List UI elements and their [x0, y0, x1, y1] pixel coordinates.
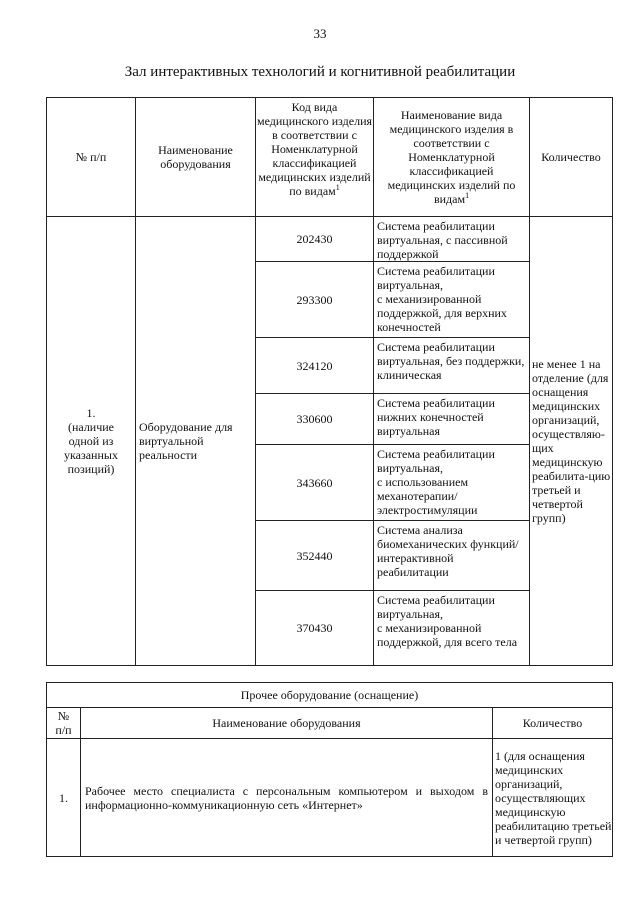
item-code: 352440 [256, 521, 374, 591]
item-name: Система реабилитации нижних конечностей виртуальная [374, 394, 530, 445]
item-code: 343660 [256, 445, 374, 521]
other-equipment-title: Прочее оборудование (оснащение) [47, 683, 613, 708]
quantity: не менее 1 на отделение (для оснащения медицинских организаций, осуществляю-щих медицинскую реабилита-цию третьей и четвертой групп) [530, 217, 613, 666]
item-code: 293300 [256, 262, 374, 338]
header-qty: Количество [493, 708, 613, 739]
item-name: Система реабилитации виртуальная, с использованием механотерапии/ электростимуляции [374, 445, 530, 521]
page-number: 33 [313, 26, 327, 41]
row-quantity: 1 (для оснащения медицинских организаций, осуществляющих медицинскую реабилитацию третьей и четвертой групп) [493, 739, 613, 857]
header-name-text: Наименование вида медицинского изделия в соответствии с Номенклатурной классификацией медицинских изделий по видам [387, 108, 516, 206]
equipment-name: Оборудование для виртуальной реальности [136, 217, 256, 666]
item-name: Система анализа биомеханических функций/интерактивной реабилитации [374, 521, 530, 591]
item-code: 330600 [256, 394, 374, 445]
header-name [374, 98, 530, 217]
table-header-row [47, 708, 613, 739]
section-title: Зал интерактивных технологий и когнитивной реабилитации [124, 64, 516, 80]
item-name: Система реабилитации виртуальная, с механизированной поддержкой, для всего тела [374, 591, 530, 666]
header-code-text: Код вида медицинского изделия в соответствии с Номенклатурной классификацией медицинских изделий по видам [256, 100, 373, 198]
row-name: Рабочее место специалиста с персональным компьютером и выходом в информационно-коммуникационную сеть «Интернет» [81, 739, 493, 857]
header-num: № п/п [47, 98, 136, 217]
header-equipment: Наименование оборудования [136, 98, 256, 217]
table-row [47, 217, 613, 262]
item-name: Система реабилитации виртуальная, с механизированной поддержкой, для верхних конечностей [374, 262, 530, 338]
row-number: 1. (наличие одной из указанных позиций) [47, 217, 136, 666]
table-header-row [47, 98, 613, 217]
header-code [256, 98, 374, 217]
header-code-footnote: 1 [335, 183, 340, 192]
header-num: № п/п [47, 708, 81, 739]
row-number: 1. [47, 739, 81, 857]
header-qty: Количество [530, 98, 613, 217]
item-name: Система реабилитации виртуальная, без поддержки, клиническая [374, 338, 530, 394]
item-name: Система реабилитации виртуальная, с пассивной поддержкой [374, 217, 530, 262]
header-name-footnote: 1 [465, 191, 470, 200]
table-row [47, 739, 613, 857]
item-code: 324120 [256, 338, 374, 394]
item-code: 370430 [256, 591, 374, 666]
other-equipment-table [46, 682, 613, 857]
table-title-row [47, 683, 613, 708]
item-code: 202430 [256, 217, 374, 262]
header-name: Наименование оборудования [81, 708, 493, 739]
equipment-table [46, 97, 613, 666]
